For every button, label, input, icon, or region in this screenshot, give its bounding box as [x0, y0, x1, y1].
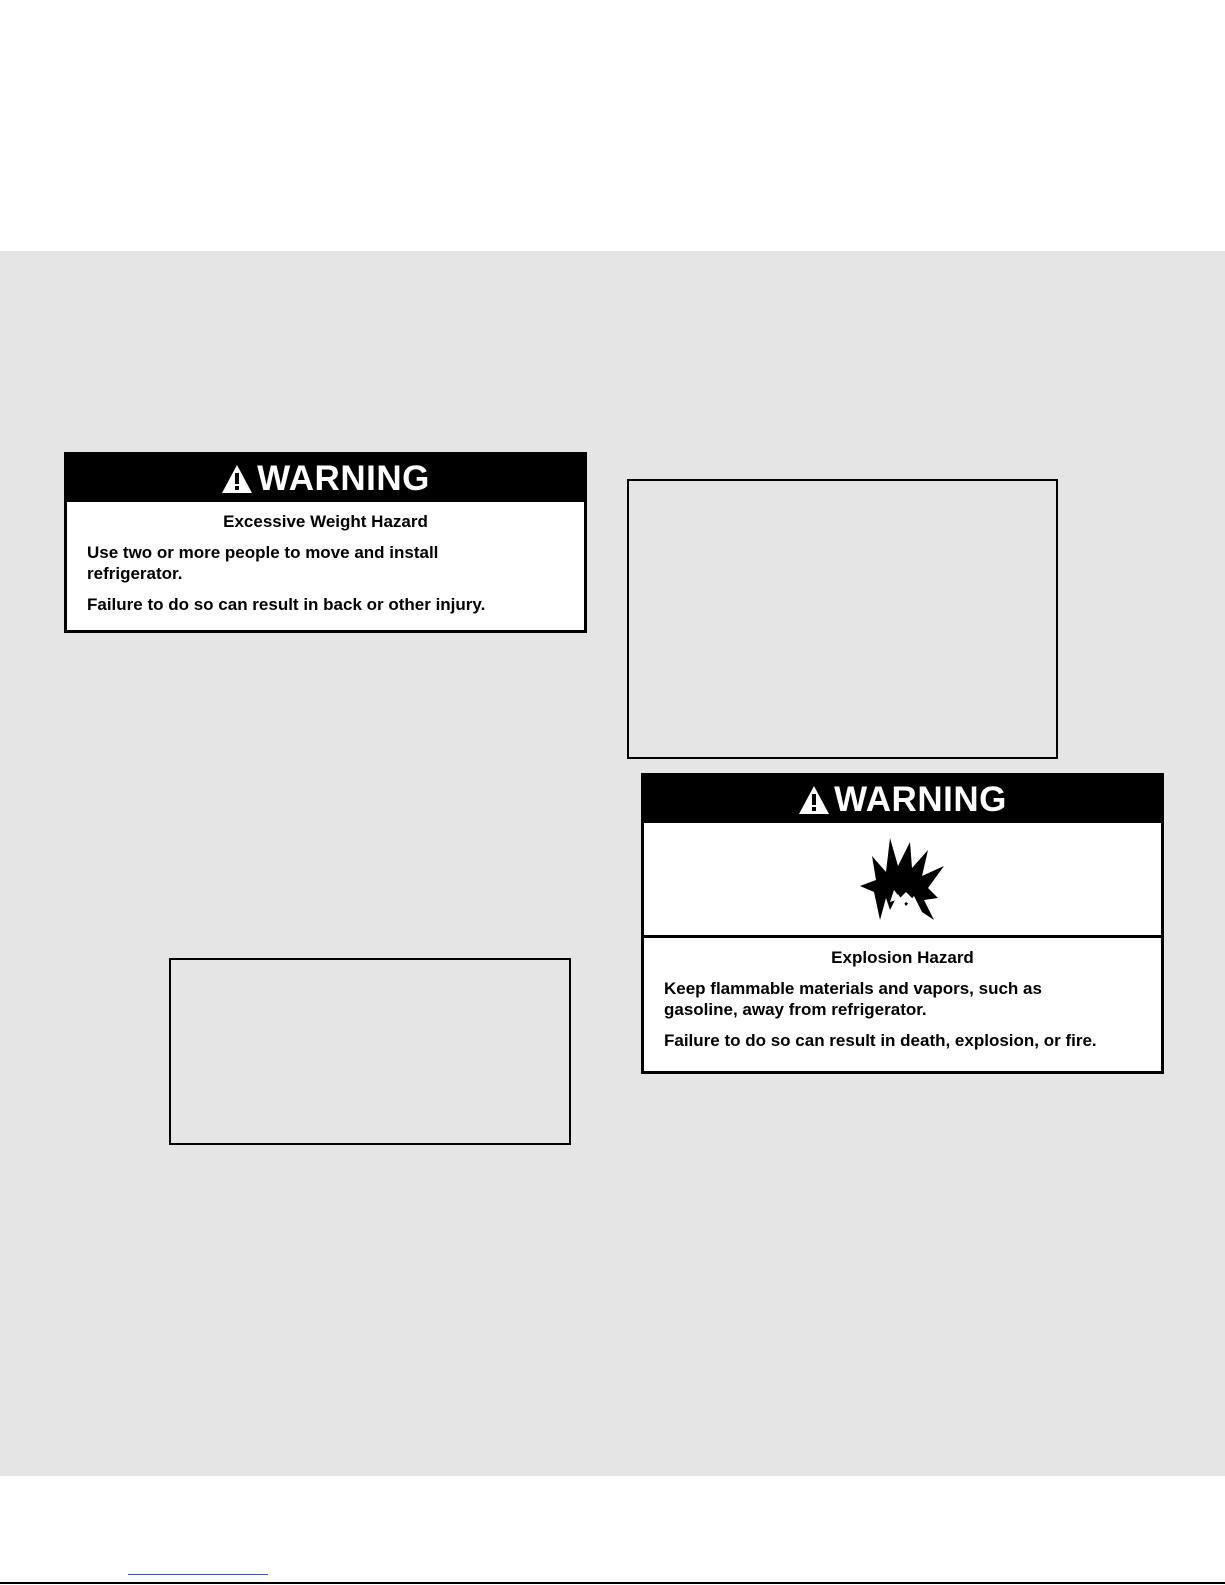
warning-box-explosion — [641, 773, 1164, 1074]
empty-frame-bottom — [169, 958, 571, 1145]
bottom-rule — [0, 1582, 1225, 1584]
hazard-instruction: Keep flammable materials and vapors, such as gasoline, away from refrigerator. — [664, 979, 1042, 1019]
hazard-title: Explosion Hazard — [831, 948, 974, 967]
warning-box-weight — [64, 452, 587, 633]
hazard-title: Excessive Weight Hazard — [223, 512, 428, 531]
hazard-consequence: Failure to do so can result in back or other injury. — [87, 595, 486, 614]
hazard-consequence: Failure to do so can result in death, explosion, or fire. — [664, 1031, 1097, 1050]
footer-link-underline[interactable] — [128, 1574, 268, 1575]
warning-label: WARNING — [834, 779, 1007, 819]
warning-header — [644, 776, 1161, 823]
warning-triangle-icon — [221, 464, 253, 494]
hazard-instruction: Use two or more people to move and install refrigerator. — [87, 543, 439, 583]
empty-frame-top — [627, 479, 1058, 759]
warning-label: WARNING — [257, 458, 430, 498]
explosion-icon — [858, 836, 948, 922]
explosion-symbol-panel — [644, 823, 1161, 938]
warning-triangle-icon — [798, 785, 830, 815]
warning-header — [67, 455, 584, 502]
